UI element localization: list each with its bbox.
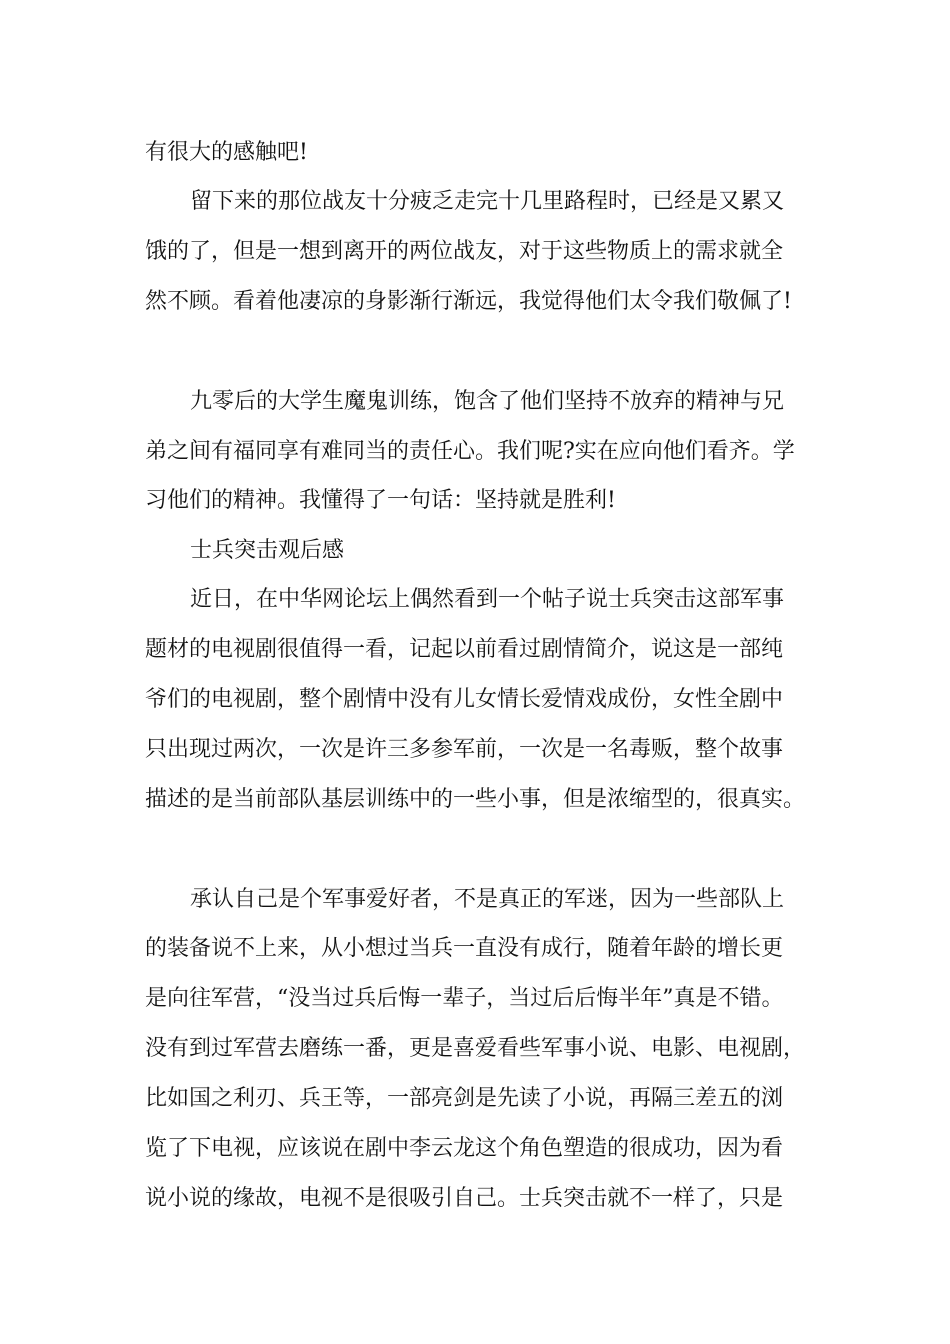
paragraph-first-line: 留下来的那位战友十分疲乏走完十几里路程时，已经是又累又 (190, 189, 785, 214)
text-line: 的装备说不上来，从小想过当兵一直没有成行，随着年龄的增长更 (145, 936, 784, 961)
text-line: 有很大的感触吧! (145, 140, 308, 165)
text-line: 比如国之利刃、兵王等，一部亮剑是先读了小说，再隔三差五的浏 (145, 1086, 784, 1111)
text-line: 描述的是当前部队基层训练中的一些小事，但是浓缩型的，很真实。 (145, 787, 806, 812)
text-line: 览了下电视，应该说在剧中李云龙这个角色塑造的很成功，因为看 (145, 1136, 784, 1161)
text-line: 题材的电视剧很值得一看，记起以前看过剧情简介，说这是一部纯 (145, 637, 784, 662)
text-line: 是向往军营，“没当过兵后悔一辈子，当过后后悔半年”真是不错。 (145, 986, 784, 1011)
text-line: 没有到过军营去磨练一番，更是喜爱看些军事小说、电影、电视剧， (145, 1036, 806, 1061)
text-line: 只出现过两次，一次是许三多参军前，一次是一名毒贩，整个故事 (145, 737, 784, 762)
text-line: 说小说的缘故，电视不是很吸引自己。士兵突击就不一样了，只是 (145, 1186, 784, 1211)
text-line: 然不顾。看着他凄凉的身影渐行渐远，我觉得他们太令我们敬佩了! (145, 289, 792, 314)
section-heading: 士兵突击观后感 (190, 538, 345, 563)
paragraph-first-line: 承认自己是个军事爱好者，不是真正的军迷，因为一些部队上 (190, 887, 785, 912)
paragraph-first-line: 九零后的大学生魔鬼训练，饱含了他们坚持不放弃的精神与兄 (190, 389, 785, 414)
text-line: 爷们的电视剧，整个剧情中没有儿女情长爱情戏成份，女性全剧中 (145, 687, 784, 712)
text-line: 弟之间有福同享有难同当的责任心。我们呢?实在应向他们看齐。学 (145, 439, 795, 464)
text-line: 习他们的精神。我懂得了一句话：坚持就是胜利! (145, 488, 616, 513)
text-line: 饿的了，但是一想到离开的两位战友，对于这些物质上的需求就全 (145, 239, 784, 264)
paragraph-first-line: 近日，在中华网论坛上偶然看到一个帖子说士兵突击这部军事 (190, 587, 785, 612)
